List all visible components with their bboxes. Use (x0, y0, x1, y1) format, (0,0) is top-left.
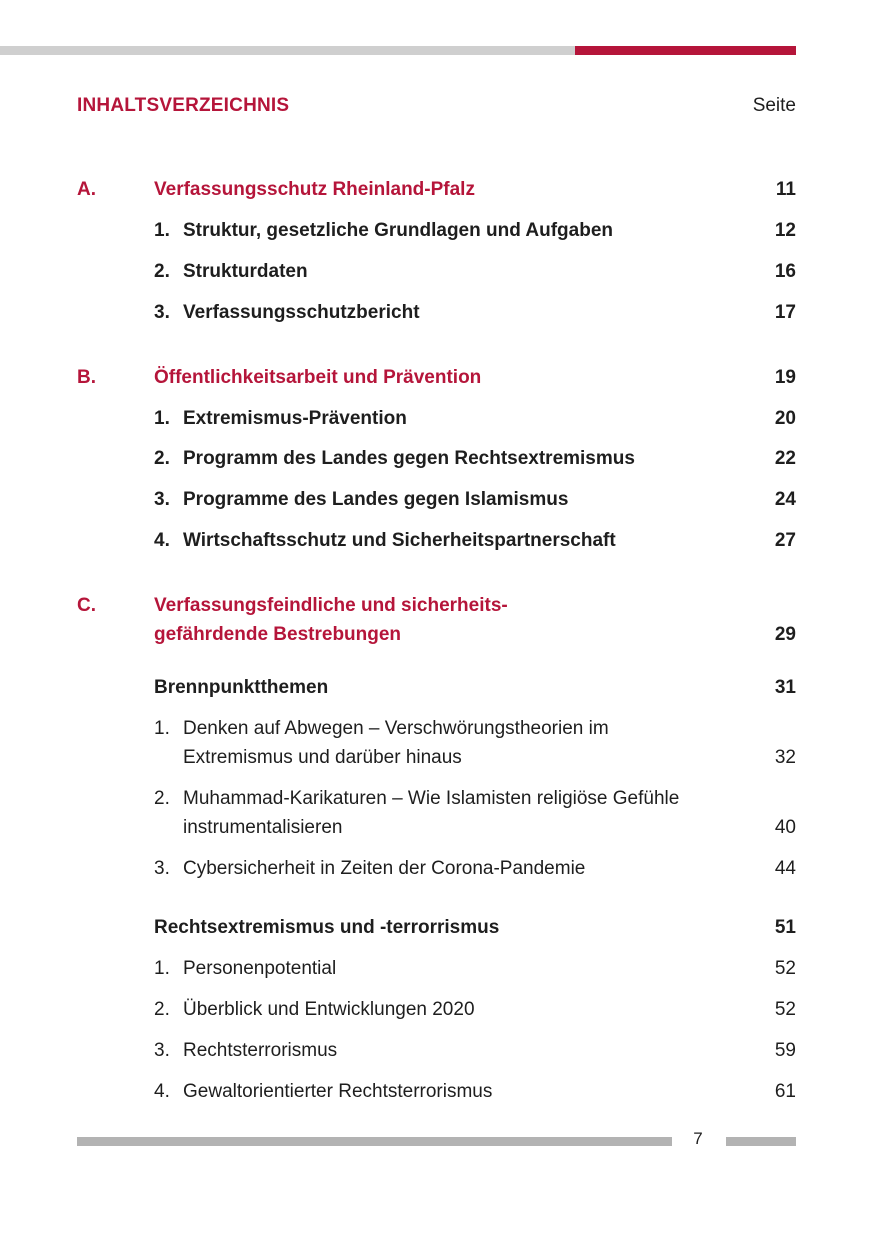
top-rule-grey (0, 46, 575, 55)
entry-number: 3. (154, 489, 170, 510)
entry-number: 1. (154, 958, 170, 979)
entry-title: Personenpotential (183, 958, 337, 979)
entry-title: Rechtsterrorismus (183, 1040, 338, 1061)
entry-title: Wirtschaftsschutz und Sicherheitspartnerschaft (183, 530, 616, 551)
top-rule-accent (575, 46, 796, 55)
entry-title: Extremismus-Prävention (183, 408, 407, 429)
section-page: 19 (774, 367, 796, 388)
entry-number: 1. (154, 718, 170, 739)
toc-heading: INHALTSVERZEICHNIS (77, 95, 290, 116)
section-page: 29 (774, 624, 796, 645)
section-letter: B. (77, 367, 96, 388)
entry-page: 17 (774, 302, 796, 323)
entry-page: 61 (774, 1081, 796, 1102)
entry-number: 1. (154, 408, 170, 429)
entry-number: 3. (154, 858, 170, 879)
entry-page: 59 (774, 1040, 796, 1061)
footer-rule-left (77, 1137, 672, 1146)
entry-page: 52 (774, 958, 796, 979)
entry-title: Struktur, gesetzliche Grundlagen und Aufgaben (183, 220, 614, 241)
section-title-line1: Verfassungsfeindliche und sicherheits- (154, 595, 508, 616)
section-title: Öffentlichkeitsarbeit und Prävention (154, 367, 482, 388)
entry-number: 3. (154, 302, 170, 323)
entry-title: Überblick und Entwicklungen 2020 (183, 999, 475, 1020)
entry-page: 52 (774, 999, 796, 1020)
entry-number: 3. (154, 1040, 170, 1061)
subgroup-title: Rechtsextremismus und -terrorrismus (154, 917, 500, 938)
subgroup-page: 31 (774, 677, 796, 698)
entry-number: 4. (154, 530, 170, 551)
entry-number: 1. (154, 220, 170, 241)
entry-title-line1: Muhammad-Karikaturen – Wie Islamisten religiöse Gefühle (183, 788, 680, 809)
entry-page: 40 (774, 817, 796, 838)
entry-title-line1: Denken auf Abwegen – Verschwörungstheorien im (183, 718, 609, 739)
footer-rule-right (726, 1137, 796, 1146)
entry-page: 44 (774, 858, 796, 879)
page-column-label: Seite (752, 95, 796, 116)
entry-title-line2: instrumentalisieren (183, 817, 343, 838)
section-title-line2: gefährdende Bestrebungen (154, 624, 402, 645)
page-number: 7 (693, 1129, 703, 1148)
subgroup-title: Brennpunktthemen (154, 677, 329, 698)
entry-page: 22 (774, 448, 796, 469)
entry-page: 32 (774, 747, 796, 768)
entry-page: 20 (774, 408, 796, 429)
entry-number: 2. (154, 999, 170, 1020)
entry-number: 2. (154, 448, 170, 469)
entry-number: 2. (154, 261, 170, 282)
section-page: 11 (775, 179, 796, 200)
entry-title-line2: Extremismus und darüber hinaus (183, 747, 462, 768)
section-letter: A. (77, 179, 96, 200)
entry-number: 4. (154, 1081, 170, 1102)
entry-title: Gewaltorientierter Rechtsterrorismus (183, 1081, 493, 1102)
entry-title: Programme des Landes gegen Islamismus (183, 489, 569, 510)
section-letter: C. (77, 595, 96, 616)
entry-title: Cybersicherheit in Zeiten der Corona-Pandemie (183, 858, 586, 879)
entry-number: 2. (154, 788, 170, 809)
entry-title: Strukturdaten (183, 261, 308, 282)
entry-page: 16 (774, 261, 796, 282)
entry-page: 27 (774, 530, 796, 551)
entry-page: 24 (774, 489, 796, 510)
section-title: Verfassungsschutz Rheinland-Pfalz (154, 179, 475, 200)
subgroup-page: 51 (774, 917, 796, 938)
entry-title: Programm des Landes gegen Rechtsextremismus (183, 448, 635, 469)
entry-page: 12 (774, 220, 796, 241)
entry-title: Verfassungsschutzbericht (183, 302, 420, 323)
